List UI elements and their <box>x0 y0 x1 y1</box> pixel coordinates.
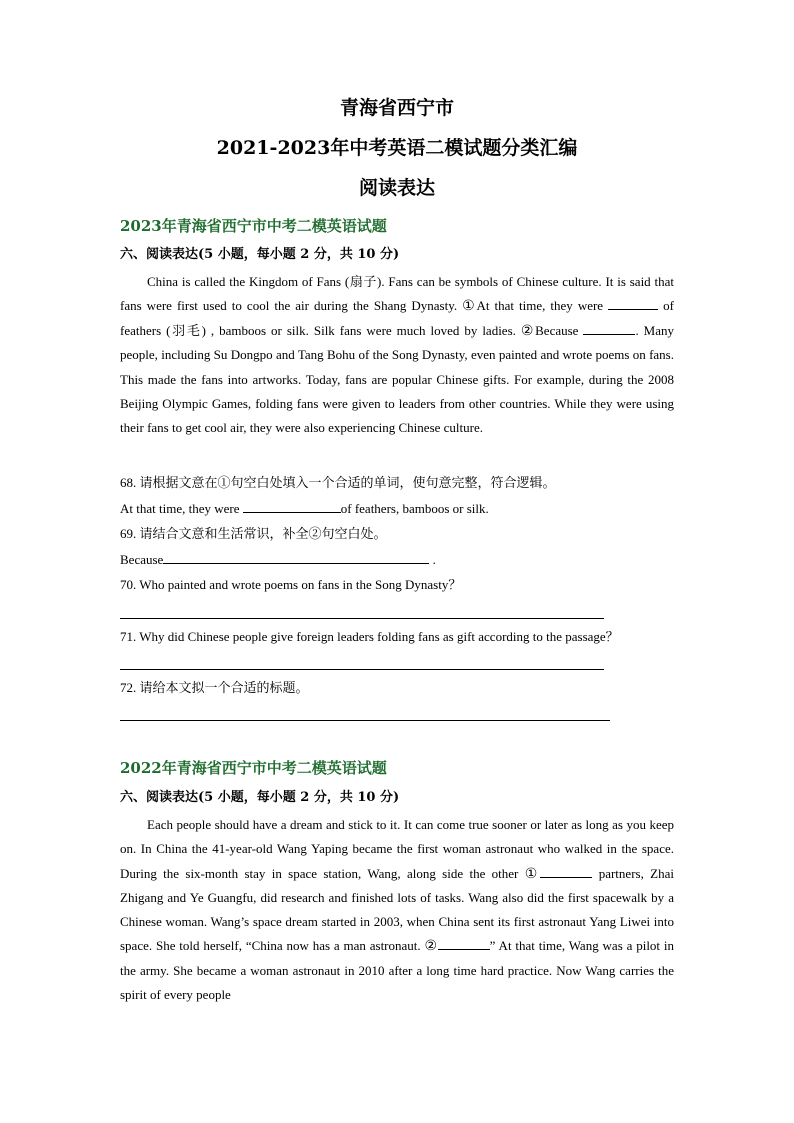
blank-marker-2: ② <box>520 322 536 339</box>
question-68-prompt: 68. 请根据文意在①句空白处填入一个合适的单词，使句意完整，符合逻辑。 <box>120 475 556 490</box>
passage-text: China is called the Kingdom of Fans (扇子). Fans can be symbols of Chinese culture. It is said that fans were first used to cool the air during the Shang Dynasty. <box>120 274 674 314</box>
passage-text: At that time, they were <box>476 298 609 314</box>
answer-prefix: At that time, they were <box>120 501 243 516</box>
answer-blank-69 <box>163 551 429 564</box>
passage-text: Because <box>535 322 584 338</box>
reading-passage-2023 <box>120 270 674 441</box>
answer-line-72 <box>120 720 610 721</box>
answer-prefix: Because <box>120 552 164 567</box>
question-70: 70. Who painted and wrote poems on fans in the Song Dynasty？ <box>120 577 462 592</box>
question-68-answer <box>120 500 489 518</box>
section-instructions-2023: 六、阅读表达(5 小题，每小题 2 分，共 10 分) <box>120 247 400 262</box>
question-69-prompt: 69. 请结合文意和生活常识，补全②句空白处。 <box>120 526 387 541</box>
passage-text: Each people should have a dream and stick to it. It can come true sooner or later as long as you keep on. In China the 41-year-old Wang Yaping became the first woman astronaut who walked in the space. During the six-month stay in space station, Wang, along side the other <box>120 817 674 881</box>
question-71: 71. Why did Chinese people give foreign leaders folding fans as gift according to the passage？ <box>120 629 619 644</box>
doc-title-topic: 阅读表达 <box>358 177 435 199</box>
passage-text: ” At that time, Wang was a pilot in the army. She became a woman astronaut in 2010 after a long time hard practice. Now Wang carries the spirit of every people <box>120 938 675 1003</box>
answer-line-70 <box>120 618 604 619</box>
section-instructions-2022: 六、阅读表达(5 小题，每小题 2 分，共 10 分) <box>120 790 400 805</box>
blank-marker-1: ① <box>524 865 541 882</box>
section-heading-2023: 2023年青海省西宁市中考二模英语试题 <box>120 217 387 235</box>
blank-2 <box>583 322 635 335</box>
question-69-answer <box>120 551 436 569</box>
blank-1 <box>608 297 658 310</box>
blank-marker-1: ① <box>462 298 477 315</box>
passage-text: of feathers (羽毛) , bamboos or silk. Silk fans were much loved by ladies. <box>120 298 674 338</box>
passage-text: partners, Zhai Zhigang and Ye Guangfu, did research and finished lots of tasks. Wang also did the first spacewalk by a Chinese woman. Wang’s space dream started in 2003, when China sent its first astronaut Yang Liwei into space. She told herself, “China now has a man astronaut. <box>120 865 674 954</box>
answer-suffix: . <box>429 552 436 567</box>
reading-passage-2022 <box>120 813 674 1007</box>
section-heading-2022: 2022年青海省西宁市中考二模英语试题 <box>120 759 387 777</box>
blank-2 <box>438 937 490 950</box>
doc-title-region: 青海省西宁市 <box>339 97 454 119</box>
question-72: 72. 请给本文拟一个合适的标题。 <box>120 680 309 695</box>
blank-marker-2: ② <box>424 938 438 955</box>
answer-suffix: of feathers, bamboos or silk. <box>340 501 489 516</box>
doc-title-subject: 2021-2023年中考英语二模试题分类汇编 <box>216 137 578 159</box>
answer-line-71 <box>120 669 604 670</box>
passage-text: . Many people, including Su Dongpo and Tang Bohu of the Song Dynasty, even painted and wrote poems on fans. This made the fans into artworks. Today, fans are popular Chinese gifts. For example, during the 2008 Beijing Olympic Games, folding fans were given to leaders from other countries. While they were using their fans to get cool air, they were also experiencing Chinese culture. <box>120 322 674 436</box>
answer-blank-68 <box>243 500 341 513</box>
blank-1 <box>540 865 592 878</box>
